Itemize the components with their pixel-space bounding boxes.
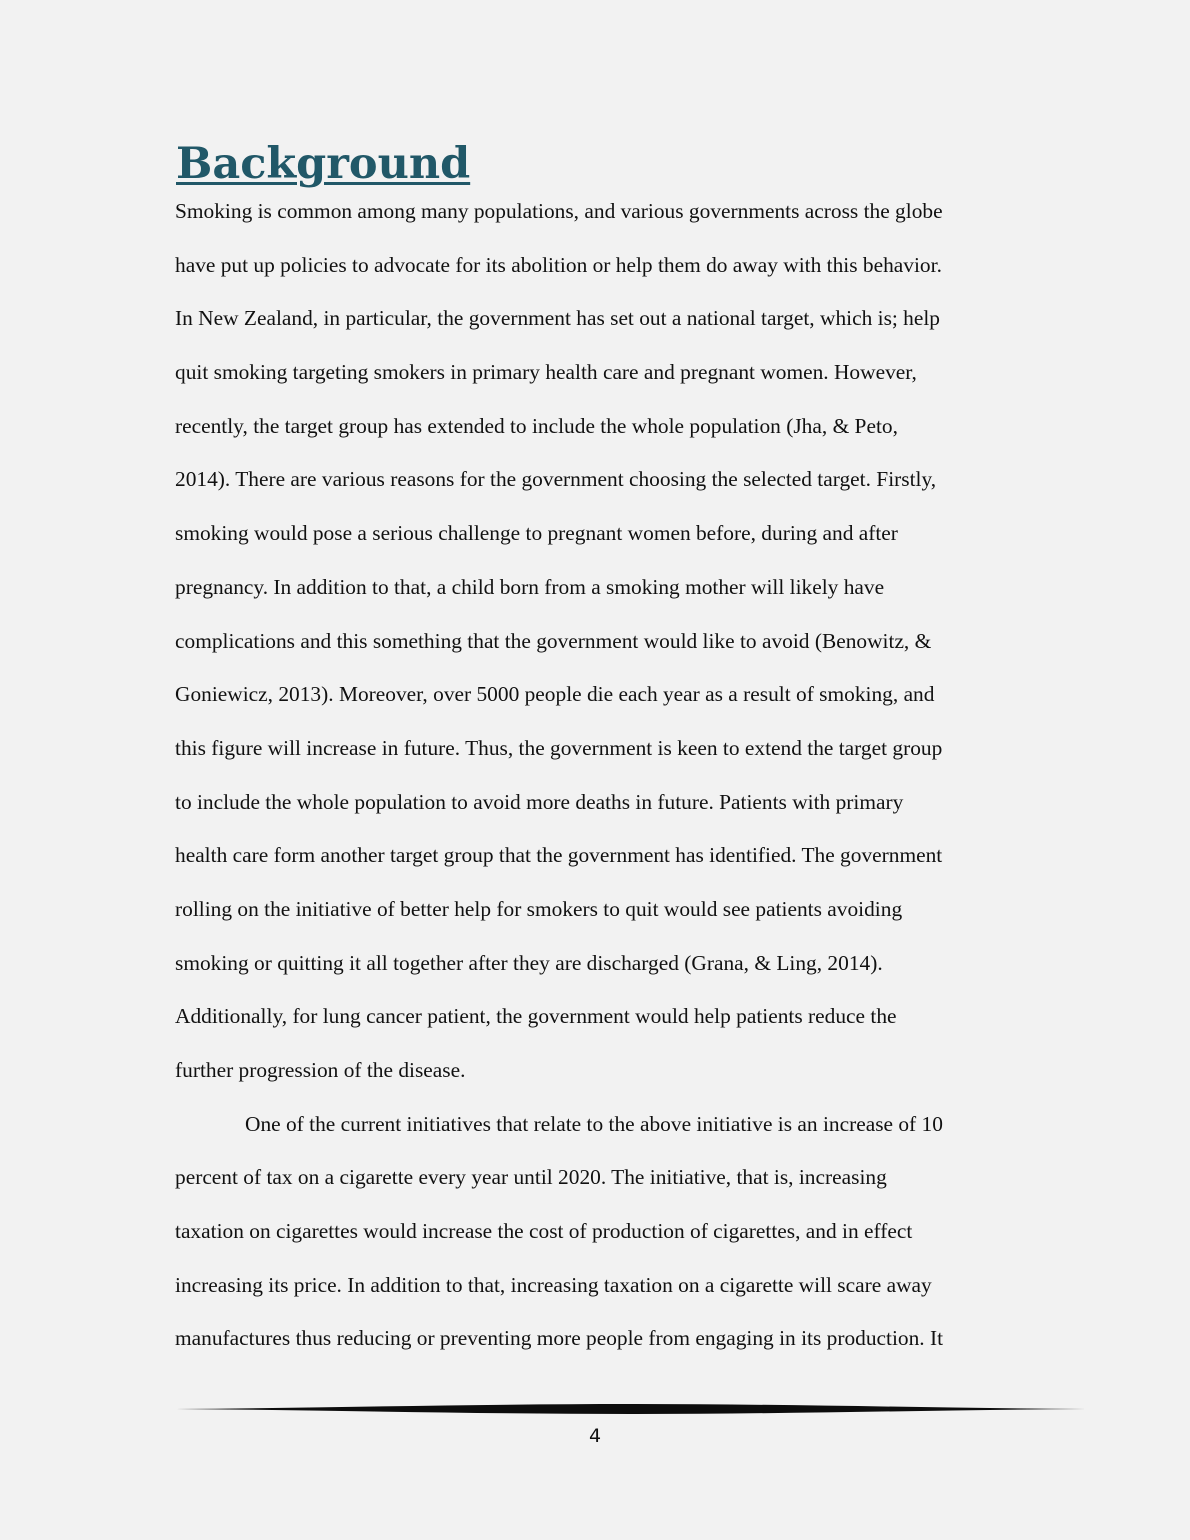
text-line: to include the whole population to avoid more deaths in future. Patients with primary — [175, 789, 904, 814]
text-line: pregnancy. In addition to that, a child born from a smoking mother will likely have — [175, 574, 885, 599]
footer-divider — [176, 1402, 1086, 1416]
text-line: complications and this something that the government would like to avoid (Benowitz, & — [175, 628, 932, 653]
text-line: have put up policies to advocate for its abolition or help them do away with this behavior. — [175, 252, 942, 277]
text-line: In New Zealand, in particular, the government has set out a national target, which is; help — [175, 306, 941, 331]
text-line: Smoking is common among many populations, and various governments across the globe — [175, 199, 943, 223]
text-line: further progression of the disease. — [175, 1058, 466, 1082]
text-line: Goniewicz, 2013). Moreover, over 5000 people die each year as a result of smoking, and — [175, 682, 935, 707]
paragraph-2 — [175, 1098, 1035, 1366]
text-line: manufactures thus reducing or preventing more people from engaging in its production. It — [175, 1326, 944, 1351]
text-line: increasing its price. In addition to that, increasing taxation on a cigarette will scare away — [175, 1272, 932, 1297]
text-line: recently, the target group has extended to include the whole population (Jha, & Peto, — [175, 413, 898, 438]
text-line: health care form another target group that the government has identified. The government — [175, 843, 943, 868]
text-line: Additionally, for lung cancer patient, the government would help patients reduce the — [175, 1004, 897, 1029]
paragraph-1 — [175, 185, 1035, 1098]
text-line: quit smoking targeting smokers in primary health care and pregnant women. However, — [175, 360, 917, 385]
text-line: rolling on the initiative of better help for smokers to quit would see patients avoiding — [175, 896, 903, 921]
text-line: taxation on cigarettes would increase the cost of production of cigarettes, and in effect — [175, 1219, 913, 1244]
section-heading: Background — [176, 139, 471, 189]
text-line: One of the current initiatives that relate to the above initiative is an increase of 10 — [245, 1111, 943, 1136]
page-number: 4 — [588, 1425, 602, 1447]
text-line: 2014). There are various reasons for the government choosing the selected target. Firstly, — [175, 467, 937, 492]
text-line: this figure will increase in future. Thus, the government is keen to extend the target group — [175, 735, 943, 760]
footer-divider-stroke — [176, 1404, 1086, 1414]
text-line: smoking or quitting it all together after they are discharged (Grana, & Ling, 2014). — [175, 950, 883, 975]
text-line: percent of tax on a cigarette every year until 2020. The initiative, that is, increasing — [175, 1165, 887, 1190]
text-line: smoking would pose a serious challenge to pregnant women before, during and after — [175, 521, 898, 546]
body-text — [175, 185, 1035, 1366]
